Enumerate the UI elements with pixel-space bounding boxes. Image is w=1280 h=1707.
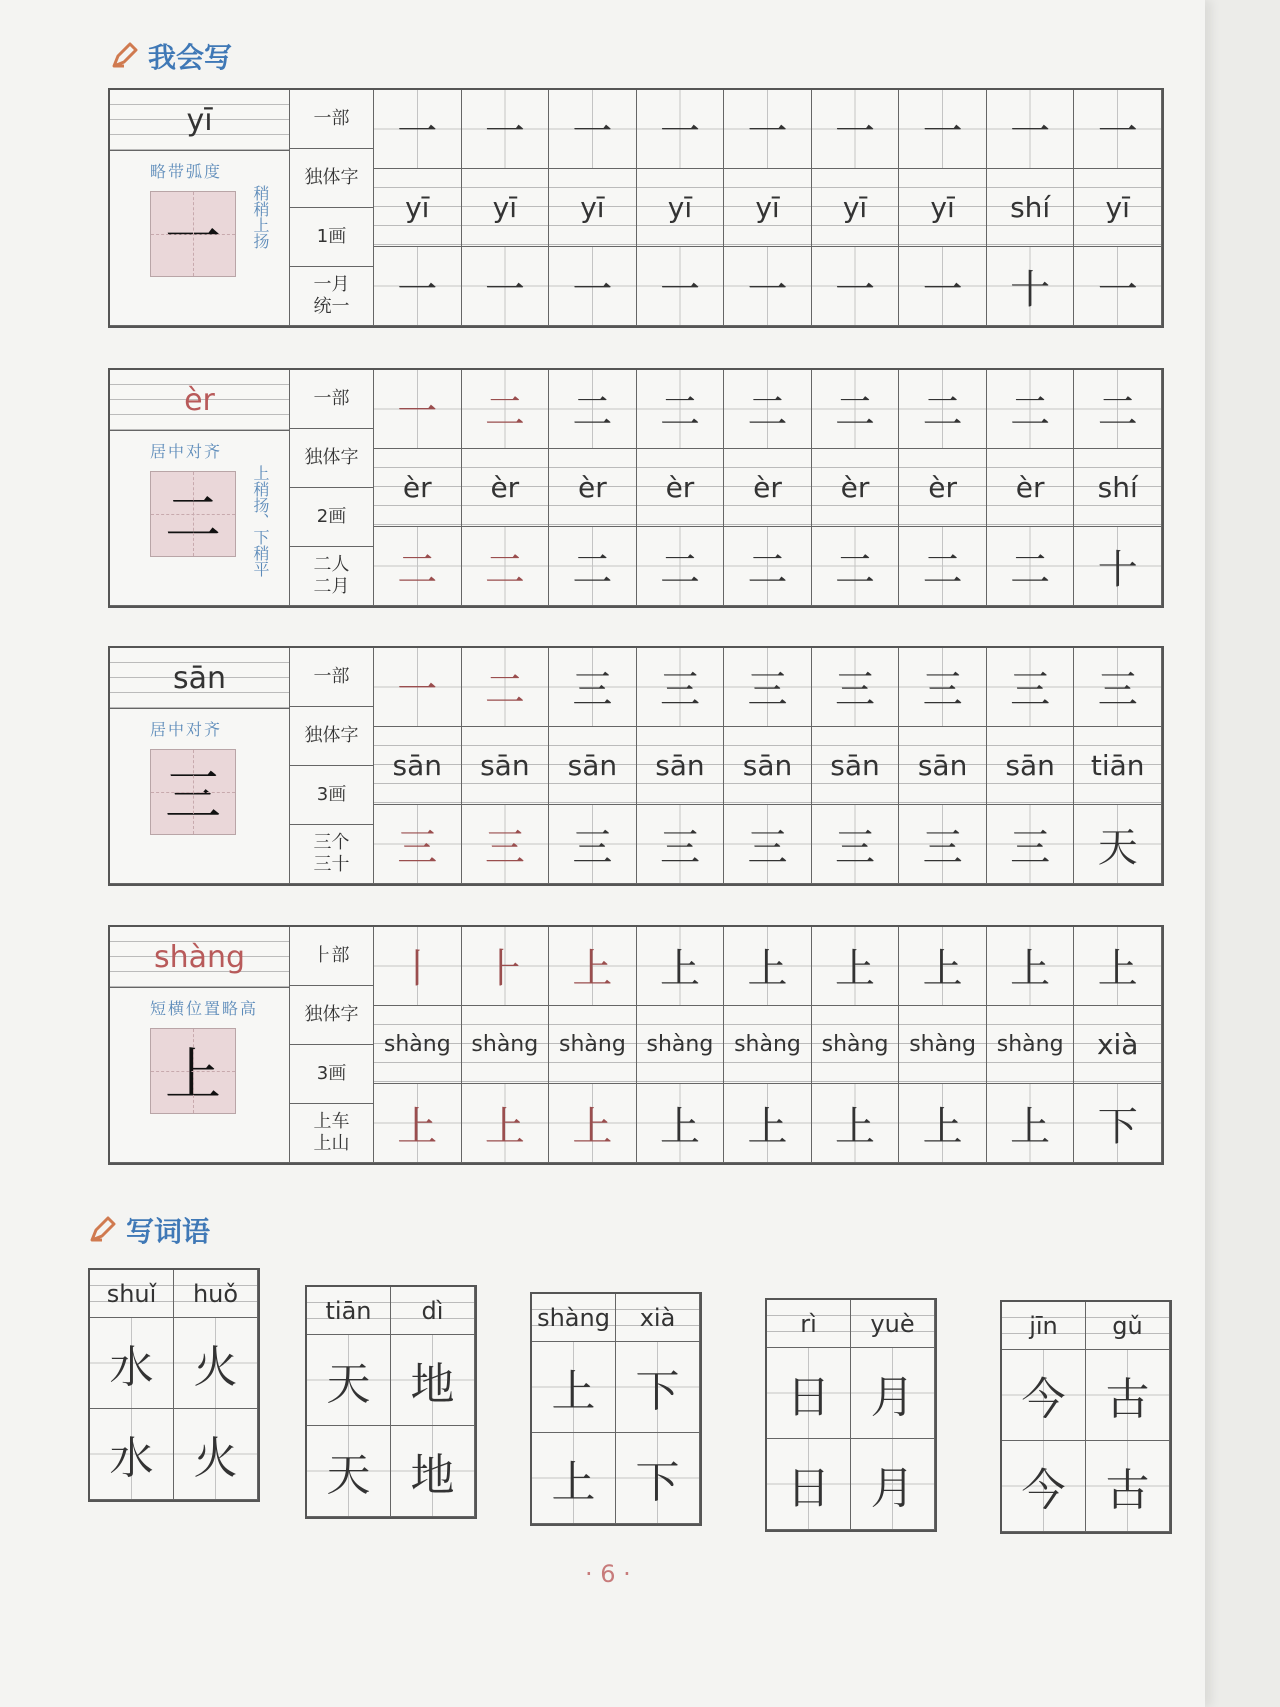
- model-character: 二: [150, 471, 236, 557]
- char-practice-cell: [812, 927, 900, 1006]
- char-practice-cell: [1074, 805, 1162, 884]
- pinyin-practice-cell: yī: [724, 169, 812, 248]
- handwritten-char: 二: [484, 667, 525, 714]
- char-practice-block: [108, 368, 1164, 608]
- word-pinyin: gǔ: [1086, 1302, 1170, 1350]
- char-practice-cell: [462, 90, 550, 169]
- handwritten-char: 一: [835, 109, 876, 156]
- radical-label: 一部: [290, 648, 373, 707]
- handwritten-char: 上: [1097, 946, 1138, 993]
- char-practice-cell: [812, 90, 900, 169]
- pinyin-practice-cell: sān: [812, 727, 900, 806]
- pinyin-practice-cell: èr: [899, 449, 987, 528]
- char-practice-cell: [899, 370, 987, 449]
- pinyin-practice-cell: èr: [549, 449, 637, 528]
- handwritten-char: 一: [1010, 109, 1051, 156]
- char-practice-cell: [899, 527, 987, 606]
- handwritten-char: 三: [1010, 667, 1051, 714]
- char-practice-cell: [549, 90, 637, 169]
- word-practice-grid: [530, 1292, 702, 1526]
- pinyin-practice-cell: shàng: [724, 1006, 812, 1085]
- pinyin-practice-cell: shàng: [812, 1006, 900, 1085]
- handwritten-char: 上: [835, 946, 876, 993]
- handwritten-char: 上: [835, 1103, 876, 1150]
- char-practice-cell: [812, 648, 900, 727]
- word-pinyin: xià: [616, 1294, 700, 1342]
- char-practice-cell: [724, 527, 812, 606]
- pinyin-practice-cell: sān: [637, 727, 725, 806]
- pinyin-practice-cell: yī: [549, 169, 637, 248]
- char-practice-cell: [637, 1084, 725, 1163]
- char-practice-cell: [987, 927, 1075, 1006]
- char-meta: [290, 927, 374, 1163]
- handwritten-char: 二: [747, 546, 788, 593]
- section-title-write-chars: 我会写: [148, 41, 233, 74]
- char-practice-cell: [374, 805, 462, 884]
- word-practice-grid: [1000, 1300, 1172, 1534]
- pinyin-practice-cell: shàng: [987, 1006, 1075, 1085]
- word-practice-grid: [88, 1268, 260, 1502]
- handwritten-char: 二: [835, 546, 876, 593]
- char-pinyin: èr: [110, 370, 289, 431]
- pinyin-practice-cell: sān: [549, 727, 637, 806]
- word-char-cell: 下: [616, 1342, 700, 1433]
- word-pinyin: dì: [391, 1287, 475, 1335]
- char-practice-cell: [637, 648, 725, 727]
- char-practice-cell: [462, 805, 550, 884]
- char-practice-cell: [549, 370, 637, 449]
- char-practice-cell: [549, 805, 637, 884]
- char-practice-cell: [812, 370, 900, 449]
- char-practice-cell: [899, 648, 987, 727]
- char-info-panel: [110, 370, 290, 606]
- pinyin-practice-cell: yī: [899, 169, 987, 248]
- handwritten-char: 二: [572, 546, 613, 593]
- pinyin-practice-cell: yī: [374, 169, 462, 248]
- handwritten-char: 十: [1010, 266, 1051, 313]
- char-practice-cell: [374, 648, 462, 727]
- char-info-panel: [110, 90, 290, 326]
- word-char-cell: 水: [90, 1318, 174, 1409]
- char-practice-cell: [1074, 90, 1162, 169]
- char-practice-cell: [374, 1084, 462, 1163]
- char-practice-cell: [987, 90, 1075, 169]
- handwritten-char: 二: [484, 546, 525, 593]
- handwritten-char: 三: [835, 824, 876, 871]
- char-practice-cell: [637, 370, 725, 449]
- char-practice-cell: [637, 247, 725, 326]
- structure-label: 独体字: [290, 707, 373, 766]
- pinyin-practice-cell: shí: [1074, 449, 1162, 528]
- radical-label: 一部: [290, 370, 373, 429]
- pinyin-practice-cell: èr: [374, 449, 462, 528]
- char-practice-cell: [899, 90, 987, 169]
- char-practice-cell: [374, 527, 462, 606]
- handwritten-char: 三: [922, 667, 963, 714]
- handwritten-char: 三: [835, 667, 876, 714]
- word-pinyin: jīn: [1002, 1302, 1086, 1350]
- handwritten-char: 上: [1010, 946, 1051, 993]
- pencil-icon: [110, 42, 138, 70]
- char-model-area: [110, 988, 289, 1162]
- handwritten-char: 一: [1097, 109, 1138, 156]
- char-model-area: [110, 431, 289, 605]
- pinyin-practice-cell: èr: [812, 449, 900, 528]
- char-practice-cell: [462, 370, 550, 449]
- char-practice-cell: [549, 648, 637, 727]
- pinyin-practice-cell: shàng: [462, 1006, 550, 1085]
- handwritten-char: 下: [1097, 1103, 1138, 1150]
- handwritten-char: 一: [922, 109, 963, 156]
- char-practice-cell: [637, 927, 725, 1006]
- handwritten-char: 三: [572, 824, 613, 871]
- word-char-cell: 上: [532, 1342, 616, 1433]
- word-char-cell: 天: [307, 1426, 391, 1517]
- char-practice-cell: [637, 90, 725, 169]
- word-char-cell: 地: [391, 1426, 475, 1517]
- handwritten-char: 上: [747, 1103, 788, 1150]
- char-practice-cell: [637, 805, 725, 884]
- pinyin-practice-cell: shàng: [549, 1006, 637, 1085]
- char-info-panel: [110, 648, 290, 884]
- char-practice-cell: [987, 247, 1075, 326]
- handwritten-char: 二: [835, 389, 876, 436]
- char-practice-block: [108, 646, 1164, 886]
- handwritten-char: 一: [484, 109, 525, 156]
- handwritten-char: 三: [922, 824, 963, 871]
- char-practice-cell: [1074, 648, 1162, 727]
- word-practice-grid: [765, 1298, 937, 1532]
- example-words-label: 上车 上山: [313, 1111, 350, 1154]
- writing-tip-side: 上稍扬、下稍平: [251, 465, 270, 577]
- pinyin-practice-cell: shí: [987, 169, 1075, 248]
- word-pinyin: yuè: [851, 1300, 935, 1348]
- char-meta: [290, 370, 374, 606]
- handwritten-char: 二: [922, 389, 963, 436]
- example-words-label: 一月 统一: [313, 274, 350, 317]
- example-words-label: 二人 二月: [313, 554, 350, 597]
- stroke-count-label: 3画: [290, 1045, 373, 1104]
- handwritten-char: 三: [1010, 824, 1051, 871]
- handwritten-char: 一: [484, 266, 525, 313]
- pinyin-practice-cell: sān: [462, 727, 550, 806]
- pinyin-practice-cell: sān: [724, 727, 812, 806]
- char-practice-cell: [549, 927, 637, 1006]
- handwritten-char: 上: [397, 1103, 438, 1150]
- char-practice-cell: [724, 90, 812, 169]
- char-practice-cell: [1074, 370, 1162, 449]
- char-practice-cell: [899, 927, 987, 1006]
- word-practice-grid: [305, 1285, 477, 1519]
- word-pinyin: shuǐ: [90, 1270, 174, 1318]
- handwritten-char: 上: [572, 946, 613, 993]
- model-character: 一: [150, 191, 236, 277]
- char-pinyin: sān: [110, 648, 289, 709]
- handwritten-char: 丨: [397, 946, 438, 993]
- structure-label: 独体字: [290, 986, 373, 1045]
- char-practice-cell: [549, 247, 637, 326]
- pinyin-practice-cell: èr: [637, 449, 725, 528]
- model-character: 上: [150, 1028, 236, 1114]
- pencil-icon: [88, 1216, 116, 1244]
- pinyin-practice-cell: xià: [1074, 1006, 1162, 1085]
- char-practice-cell: [374, 370, 462, 449]
- handwritten-char: 三: [572, 667, 613, 714]
- word-pinyin: huǒ: [174, 1270, 258, 1318]
- handwritten-char: 上: [747, 946, 788, 993]
- handwritten-char: 三: [747, 824, 788, 871]
- writing-tip-side: 稍稍上扬: [251, 185, 270, 249]
- char-practice-cell: [724, 805, 812, 884]
- section-write-chars: [110, 36, 232, 76]
- pinyin-practice-cell: yī: [637, 169, 725, 248]
- word-char-cell: 地: [391, 1335, 475, 1426]
- structure-label: 独体字: [290, 429, 373, 488]
- writing-tip: 居中对齐: [150, 720, 223, 739]
- pinyin-practice-cell: sān: [374, 727, 462, 806]
- char-info-panel: [110, 927, 290, 1163]
- model-character: 三: [150, 749, 236, 835]
- handwritten-char: 一: [659, 109, 700, 156]
- char-practice-cell: [812, 247, 900, 326]
- char-practice-cell: [637, 527, 725, 606]
- structure-label: 独体字: [290, 149, 373, 208]
- example-words-label: 三个 三十: [313, 832, 350, 875]
- handwritten-char: 三: [397, 824, 438, 871]
- char-practice-cell: [462, 927, 550, 1006]
- pinyin-practice-cell: sān: [987, 727, 1075, 806]
- handwritten-char: 上: [1010, 1103, 1051, 1150]
- handwritten-char: 一: [922, 266, 963, 313]
- handwritten-char: 上: [484, 1103, 525, 1150]
- handwritten-char: 一: [659, 266, 700, 313]
- handwritten-char: 一: [397, 667, 438, 714]
- pinyin-practice-cell: èr: [724, 449, 812, 528]
- handwritten-char: 一: [397, 109, 438, 156]
- word-char-cell: 火: [174, 1409, 258, 1500]
- handwritten-char: 十: [1097, 546, 1138, 593]
- pinyin-practice-cell: tiān: [1074, 727, 1162, 806]
- char-practice-cell: [1074, 527, 1162, 606]
- char-model-area: [110, 151, 289, 325]
- section-title-write-words: 写词语: [126, 1215, 211, 1248]
- handwritten-char: 二: [484, 389, 525, 436]
- word-char-cell: 上: [532, 1433, 616, 1524]
- stroke-count-label: 1画: [290, 208, 373, 267]
- pinyin-practice-cell: sān: [899, 727, 987, 806]
- stroke-count-label: 3画: [290, 766, 373, 825]
- handwritten-char: 上: [922, 1103, 963, 1150]
- char-practice-cell: [987, 648, 1075, 727]
- char-meta: [290, 648, 374, 884]
- handwritten-char: 一: [572, 266, 613, 313]
- handwritten-char: 二: [397, 546, 438, 593]
- char-pinyin: yī: [110, 90, 289, 151]
- handwritten-char: 二: [659, 389, 700, 436]
- char-pinyin: shàng: [110, 927, 289, 988]
- char-practice-cell: [724, 648, 812, 727]
- word-char-cell: 下: [616, 1433, 700, 1524]
- handwritten-char: 二: [922, 546, 963, 593]
- char-practice-cell: [462, 247, 550, 326]
- char-practice-cell: [812, 805, 900, 884]
- handwritten-char: 一: [747, 266, 788, 313]
- char-practice-cell: [549, 527, 637, 606]
- char-meta: [290, 90, 374, 326]
- word-char-cell: 今: [1002, 1350, 1086, 1441]
- handwritten-char: 二: [1010, 389, 1051, 436]
- section-write-words: [88, 1210, 210, 1250]
- handwritten-char: 上: [572, 1103, 613, 1150]
- stroke-count-label: 2画: [290, 488, 373, 547]
- word-char-cell: 天: [307, 1335, 391, 1426]
- pinyin-practice-cell: shàng: [374, 1006, 462, 1085]
- pinyin-practice-cell: yī: [462, 169, 550, 248]
- pinyin-practice-cell: yī: [812, 169, 900, 248]
- char-practice-cell: [462, 648, 550, 727]
- handwritten-char: ⺊: [484, 946, 525, 993]
- char-practice-cell: [374, 247, 462, 326]
- handwritten-char: 上: [922, 946, 963, 993]
- char-practice-cell: [899, 1084, 987, 1163]
- word-char-cell: 火: [174, 1318, 258, 1409]
- char-practice-cell: [549, 1084, 637, 1163]
- char-practice-cell: [724, 370, 812, 449]
- char-practice-cell: [987, 527, 1075, 606]
- word-char-cell: 水: [90, 1409, 174, 1500]
- handwritten-char: 三: [484, 824, 525, 871]
- char-practice-cell: [1074, 1084, 1162, 1163]
- char-practice-cell: [462, 1084, 550, 1163]
- handwritten-char: 一: [835, 266, 876, 313]
- handwritten-char: 三: [747, 667, 788, 714]
- handwritten-char: 二: [1097, 389, 1138, 436]
- char-practice-cell: [812, 1084, 900, 1163]
- char-model-area: [110, 709, 289, 883]
- handwritten-char: 三: [1097, 667, 1138, 714]
- pinyin-practice-cell: èr: [987, 449, 1075, 528]
- pinyin-practice-cell: yī: [1074, 169, 1162, 248]
- word-pinyin: rì: [767, 1300, 851, 1348]
- char-practice-cell: [462, 527, 550, 606]
- word-pinyin: tiān: [307, 1287, 391, 1335]
- handwritten-char: 一: [747, 109, 788, 156]
- pinyin-practice-cell: shàng: [899, 1006, 987, 1085]
- handwritten-char: 二: [747, 389, 788, 436]
- char-practice-cell: [987, 370, 1075, 449]
- writing-tip: 居中对齐: [150, 442, 223, 461]
- pinyin-practice-cell: shàng: [637, 1006, 725, 1085]
- char-practice-cell: [899, 247, 987, 326]
- handwritten-char: 二: [1010, 546, 1051, 593]
- char-practice-cell: [1074, 247, 1162, 326]
- radical-label: ⺊部: [290, 927, 373, 986]
- handwritten-char: 上: [659, 1103, 700, 1150]
- handwritten-char: 二: [572, 389, 613, 436]
- char-practice-cell: [374, 90, 462, 169]
- word-char-cell: 古: [1086, 1350, 1170, 1441]
- char-practice-cell: [724, 247, 812, 326]
- word-char-cell: 日: [767, 1348, 851, 1439]
- pinyin-practice-cell: èr: [462, 449, 550, 528]
- char-practice-cell: [987, 1084, 1075, 1163]
- char-practice-block: [108, 925, 1164, 1165]
- word-char-cell: 月: [851, 1439, 935, 1530]
- handwritten-char: 天: [1097, 824, 1138, 871]
- char-practice-cell: [724, 1084, 812, 1163]
- word-char-cell: 日: [767, 1439, 851, 1530]
- word-char-cell: 古: [1086, 1441, 1170, 1532]
- handwritten-char: 二: [659, 546, 700, 593]
- char-practice-cell: [899, 805, 987, 884]
- word-char-cell: 月: [851, 1348, 935, 1439]
- char-practice-cell: [724, 927, 812, 1006]
- char-practice-cell: [1074, 927, 1162, 1006]
- handwritten-char: 三: [659, 667, 700, 714]
- handwritten-char: 一: [1097, 266, 1138, 313]
- writing-tip: 略带弧度: [150, 162, 223, 181]
- word-pinyin: shàng: [532, 1294, 616, 1342]
- page-number: · 6 ·: [585, 1560, 631, 1588]
- handwritten-char: 三: [659, 824, 700, 871]
- char-practice-cell: [374, 927, 462, 1006]
- writing-tip: 短横位置略高: [150, 999, 259, 1018]
- handwritten-char: 一: [397, 266, 438, 313]
- char-practice-cell: [812, 527, 900, 606]
- handwritten-char: 上: [659, 946, 700, 993]
- word-char-cell: 今: [1002, 1441, 1086, 1532]
- char-practice-cell: [987, 805, 1075, 884]
- radical-label: 一部: [290, 90, 373, 149]
- char-practice-block: [108, 88, 1164, 328]
- handwritten-char: 一: [397, 389, 438, 436]
- handwritten-char: 一: [572, 109, 613, 156]
